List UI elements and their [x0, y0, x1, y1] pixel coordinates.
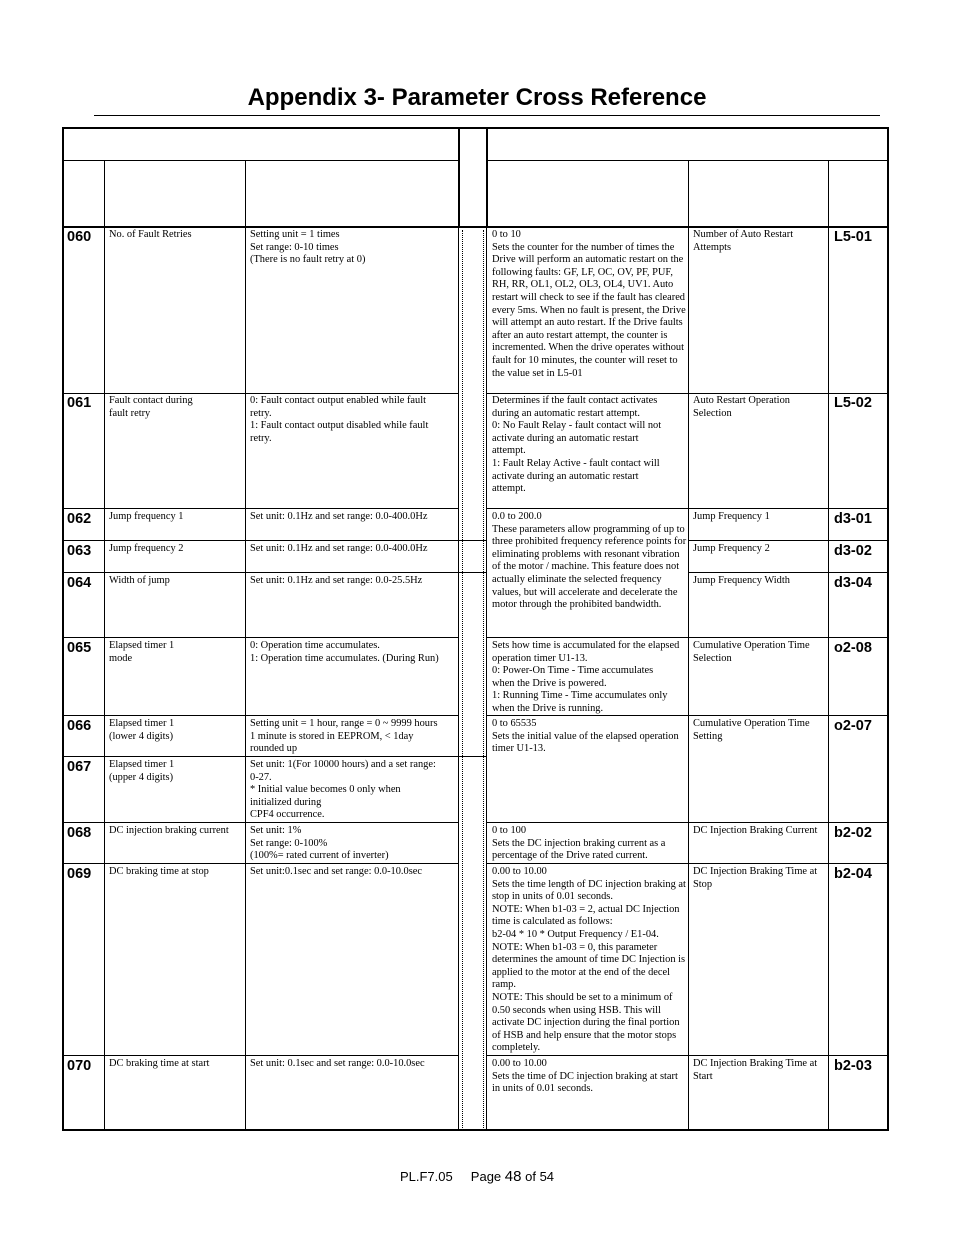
row-rule: [62, 756, 459, 757]
jump-frequency-description: 0.0 to 200.0 These parameters allow programming of up to three prohibited frequency reference points for eliminating problems with resonant vibration of the motor / machine. This feature does not actually eliminate the selected frequency values, but will accelerate and decelerate the motor through the prohibited bandwidth.: [492, 511, 687, 611]
table-row-062-number: 062: [67, 511, 92, 527]
table-row-064-f7-name: Jump Frequency Width: [693, 575, 790, 586]
column-line: [458, 127, 460, 227]
table-row-066-f7-name: Cumulative Operation Time Setting: [693, 718, 810, 742]
elapsed-timer-description: 0 to 65535 Sets the initial value of the elapsed operation timer U1-13.: [492, 718, 679, 755]
row-rule: [62, 572, 459, 573]
table-row-065-setting: 0: Operation time accumulates. 1: Operation time accumulates. (During Run): [250, 640, 439, 664]
gap-box-rule: [458, 540, 487, 541]
table-row-068-f7-code: b2-02: [834, 825, 872, 841]
column-line: [688, 160, 689, 227]
table-row-069-setting: Set unit:0.1sec and set range: 0.0-10.0sec: [250, 866, 422, 877]
header-rule: [62, 160, 459, 161]
table-row-065-f7-name: Cumulative Operation Time Selection: [693, 640, 810, 664]
gap-box-rule: [458, 572, 487, 573]
table-row-063-setting: Set unit: 0.1Hz and set range: 0.0-400.0Hz: [250, 543, 428, 554]
row-rule: [62, 822, 459, 823]
column-line: [688, 227, 689, 1130]
row-rule: [486, 863, 889, 864]
column-line: [245, 160, 246, 227]
table-row-061-f7-name: Auto Restart Operation Selection: [693, 395, 790, 419]
row-rule: [62, 863, 459, 864]
table-row-060-description: 0 to 10 Sets the counter for the number of times the Drive will perform an automatic restart on the following faults: GF, LF, OC, OV, PF, PUF, RH, RR, OL1, OL2, OL3, OL4, UV1. Auto restart will check to see if the fault has cleared every 5ms. When no fault is present, the Drive will attempt an auto restart. If the Drive faults after an auto restart attempt, the counter is incremented. When the drive operates without fault for 10 minutes, the counter will reset to the value set in L5-01: [492, 229, 686, 379]
column-line: [486, 127, 488, 227]
page-title: Appendix 3- Parameter Cross Reference: [247, 84, 707, 111]
table-row-070-name: DC braking time at start: [109, 1058, 210, 1069]
row-rule: [486, 637, 889, 638]
table-row-061-f7-code: L5-02: [834, 395, 872, 411]
row-rule: [486, 393, 889, 394]
table-row-065-name: Elapsed timer 1 mode: [109, 640, 175, 664]
title-rule: [94, 115, 880, 116]
table-row-069-name: DC braking time at stop: [109, 866, 209, 877]
table-row-067-number: 067: [67, 759, 92, 775]
dotted-separator: [462, 230, 463, 1128]
header-bottom-rule: [62, 226, 889, 228]
table-row-070-number: 070: [67, 1058, 92, 1074]
column-line: [104, 160, 105, 227]
table-row-060-setting: Setting unit = 1 times Set range: 0-10 times (There is no fault retry at 0): [250, 229, 366, 266]
row-rule: [62, 508, 459, 509]
column-line: [828, 160, 829, 227]
table-row-064-number: 064: [67, 575, 92, 591]
table-row-066-number: 066: [67, 718, 92, 734]
table-row-064-setting: Set unit: 0.1Hz and set range: 0.0-25.5Hz: [250, 575, 423, 586]
table-row-067-setting: Set unit: 1(For 10000 hours) and a set range: 0-27. * Initial value becomes 0 only when initialized during CPF4 occurrence.: [250, 759, 436, 821]
table-row-060-number: 060: [67, 229, 92, 245]
table-row-065-description: Sets how time is accumulated for the elapsed operation timer U1-13. 0: Power-On Time - Time accumulates when the Drive is powered. 1: Running Time - Time accumulates only when the Drive is running.: [492, 640, 680, 714]
row-rule: [486, 822, 889, 823]
row-rule: [62, 637, 459, 638]
row-rule: [688, 572, 889, 573]
column-line: [828, 227, 829, 1130]
table-row-063-number: 063: [67, 543, 92, 559]
table-row-068-number: 068: [67, 825, 92, 841]
table-row-060-f7-code: L5-01: [834, 229, 872, 245]
table-row-070-setting: Set unit: 0.1sec and set range: 0.0-10.0sec: [250, 1058, 425, 1069]
row-rule: [486, 1055, 889, 1056]
row-rule: [486, 508, 889, 509]
table-row-061-name: Fault contact during fault retry: [109, 395, 193, 419]
page-total: of 54: [525, 1169, 555, 1184]
table-border: [887, 127, 889, 1131]
table-row-064-name: Width of jump: [109, 575, 170, 586]
table-row-069-description: 0.00 to 10.00 Sets the time length of DC injection braking at stop in units of 0.01 seconds. NOTE: When b1-03 = 2, actual DC Injection time is calculated as follows: b2-04 * 10 * Output Frequency / E1-04. NOTE: When b1-03 = 0, this parameter determines the amount of time DC Injection is applied to the motor at the end of the decel ramp. NOTE: This should be set to a minimum of 0.50 seconds when using HSB. This will activate DC injection during the final portion of HSB and help ensure that the motor stops completely.: [492, 866, 686, 1054]
table-row-060-f7-name: Number of Auto Restart Attempts: [693, 229, 794, 253]
table-row-069-f7-name: DC Injection Braking Time at Stop: [693, 866, 818, 890]
table-row-066-name: Elapsed timer 1 (lower 4 digits): [109, 718, 175, 742]
table-row-066-f7-code: o2-07: [834, 718, 872, 734]
table-border: [62, 1129, 889, 1131]
page-number: 48: [504, 1168, 522, 1185]
column-line: [458, 227, 459, 1130]
gap-box-rule: [458, 756, 487, 757]
table-row-063-f7-name: Jump Frequency 2: [693, 543, 770, 554]
page-footer: [0, 1168, 954, 1185]
table-row-064-f7-code: d3-04: [834, 575, 872, 591]
table-row-061-description: Determines if the fault contact activates during an automatic restart attempt. 0: No Fault Relay - fault contact will not activate during an automatic restart attempt. 1: Fault Relay Active - fault contact will activate during an automatic restart attempt.: [492, 395, 662, 495]
table-row-060-name: No. of Fault Retries: [109, 229, 192, 240]
document-id: PL.F7.05: [399, 1169, 453, 1184]
row-rule: [688, 540, 889, 541]
table-row-068-name: DC injection braking current: [109, 825, 229, 836]
table-border: [62, 127, 64, 1131]
table-row-062-f7-code: d3-01: [834, 511, 872, 527]
table-row-061-setting: 0: Fault contact output enabled while fault retry. 1: Fault contact output disabled while fault retry.: [250, 395, 429, 444]
table-row-067-name: Elapsed timer 1 (upper 4 digits): [109, 759, 175, 783]
column-line: [245, 227, 246, 1130]
table-row-068-description: 0 to 100 Sets the DC injection braking current as a percentage of the Drive rated current.: [492, 825, 666, 862]
table-row-062-setting: Set unit: 0.1Hz and set range: 0.0-400.0Hz: [250, 511, 428, 522]
table-row-063-f7-code: d3-02: [834, 543, 872, 559]
row-rule: [62, 715, 459, 716]
column-line: [104, 227, 105, 1130]
page-label: Page: [470, 1169, 502, 1184]
table-row-068-f7-name: DC Injection Braking Current: [693, 825, 818, 836]
table-row-065-number: 065: [67, 640, 92, 656]
table-row-068-setting: Set unit: 1% Set range: 0-100% (100%= rated current of inverter): [250, 825, 389, 862]
column-line: [486, 227, 487, 1130]
table-row-061-number: 061: [67, 395, 92, 411]
row-rule: [62, 540, 459, 541]
table-row-070-f7-name: DC Injection Braking Time at Start: [693, 1058, 818, 1082]
table-row-062-name: Jump frequency 1: [109, 511, 184, 522]
table-border: [62, 127, 889, 129]
row-rule: [62, 393, 459, 394]
table-row-069-number: 069: [67, 866, 92, 882]
table-row-062-f7-name: Jump Frequency 1: [693, 511, 770, 522]
dotted-separator: [483, 230, 484, 1128]
table-row-070-f7-code: b2-03: [834, 1058, 872, 1074]
table-row-065-f7-code: o2-08: [834, 640, 872, 656]
table-row-069-f7-code: b2-04: [834, 866, 872, 882]
table-row-063-name: Jump frequency 2: [109, 543, 184, 554]
row-rule: [62, 1055, 459, 1056]
table-row-070-description: 0.00 to 10.00 Sets the time of DC injection braking at start in units of 0.01 seconds.: [492, 1058, 678, 1095]
table-row-066-setting: Setting unit = 1 hour, range = 0 ~ 9999 hours 1 minute is stored in EEPROM, < 1day rounded up: [250, 718, 438, 755]
